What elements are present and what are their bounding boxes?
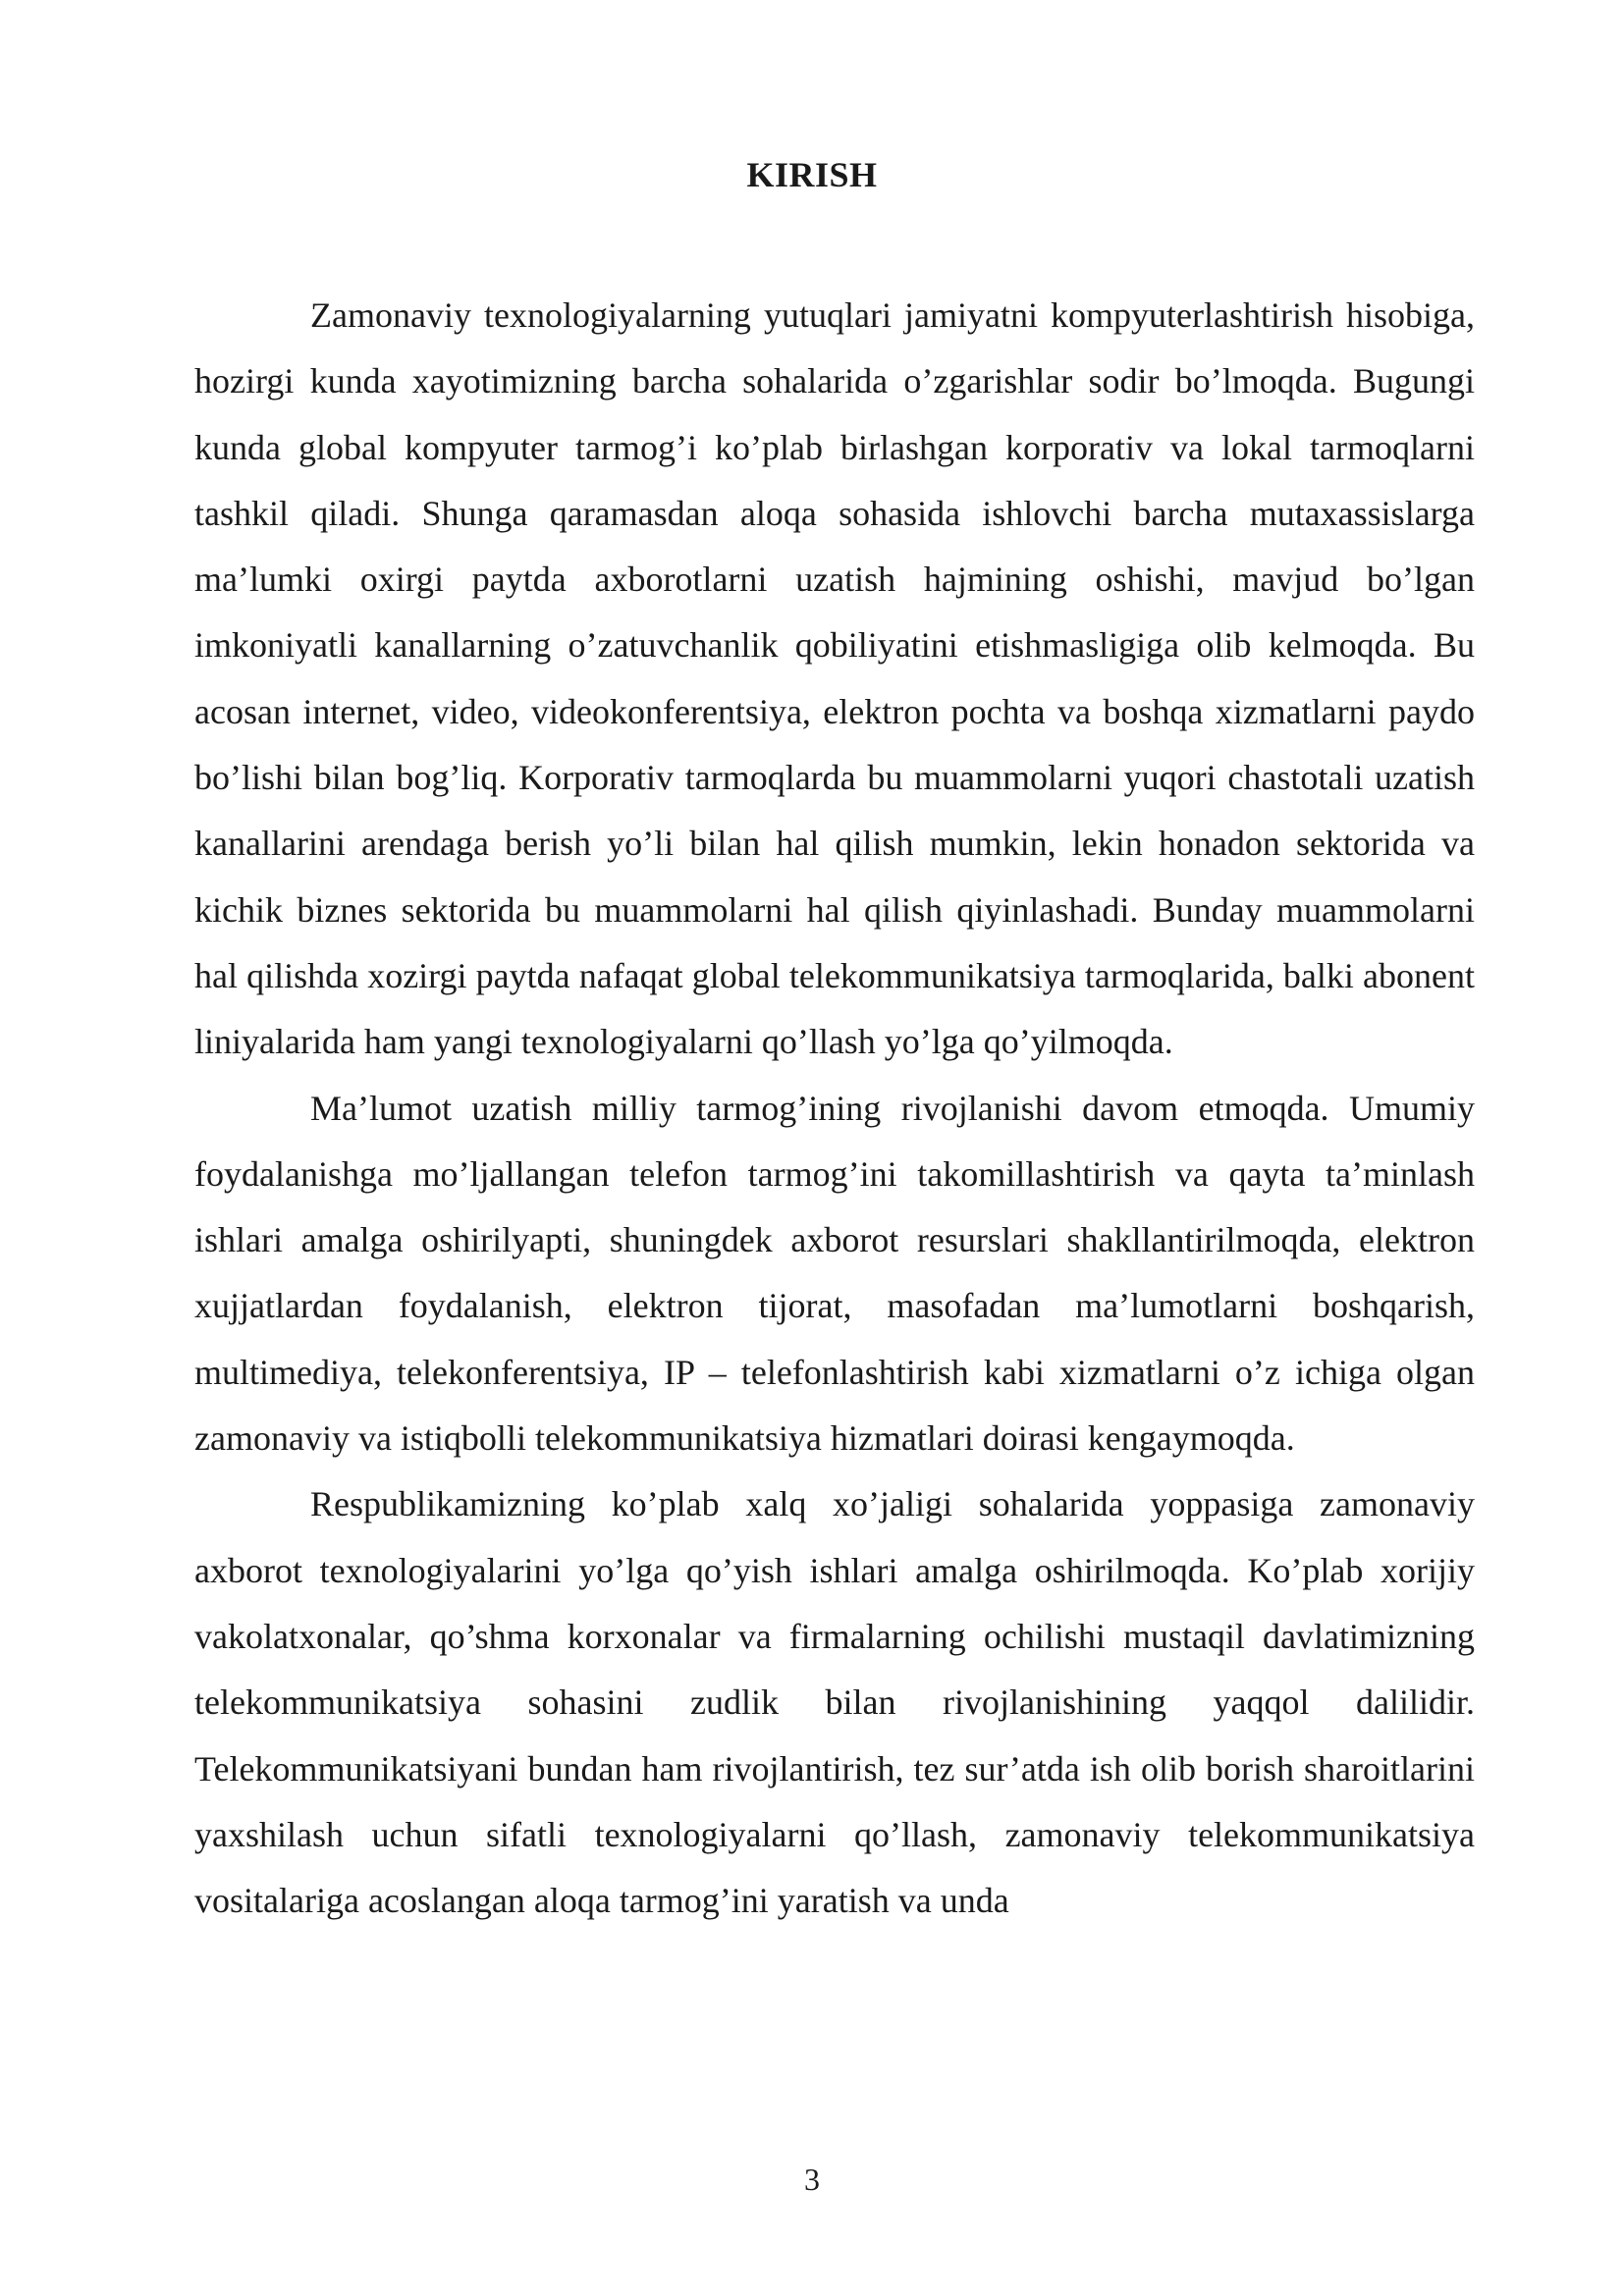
body-text [194,283,1475,1934]
paragraph: Ma’lumot uzatish milliy tarmog’ining rivojlanishi davom etmoqda. Umumiy foydalanishga mo’ljallangan telefon tarmog’ini takomillashtirish va qayta ta’minlash ishlari amalga oshirilyapti, shuningdek axborot resurslari shakllantirilmoqda, elektron xujjatlardan foydalanish, elektron tijorat, masofadan ma’lumotlarni boshqarish, multimediya, telekonferentsiya, IP – telefonlashtirish kabi xizmatlarni o’z ichiga olgan zamonaviy va istiqbolli telekommunikatsiya hizmatlari doirasi kengaymoqda. [194,1088,1475,1459]
section-title: KIRISH [746,155,878,194]
page-number: 3 [804,2162,820,2197]
paragraph: Zamonaviy texnologiyalarning yutuqlari jamiyatni kompyuterlashtirish hisobiga, hozirgi kunda xayotimizning barcha sohalarida o’zgarishlar sodir bo’lmoqda. Bugungi kunda global kompyuter tarmog’i ko’plab birlashgan korporativ va lokal tarmoqlarni tashkil qiladi. Shunga qaramasdan aloqa sohasida ishlovchi barcha mutaxassislarga ma’lumki oxirgi paytda axborotlarni uzatish hajmining oshishi, mavjud bo’lgan imkoniyatli kanallarning o’zatuvchanlik qobiliyatini etishmasligiga olib kelmoqda. Bu acosan internet, video, videokonferentsiya, elektron pochta va boshqa xizmatlarni paydo bo’lishi bilan bog’liq. Korporativ tarmoqlarda bu muammolarni yuqori chastotali uzatish kanallarini arendaga berish yo’li bilan hal qilish mumkin, lekin honadon sektorida va kichik biznes sektorida bu muammolarni hal qilish qiyinlashadi. Bunday muammolarni hal qilishda xozirgi paytda nafaqat global telekommunikatsiya tarmoqlarida, balki abonent liniyalarida ham yangi texnologiyalarni qo’llash yo’lga qo’yilmoqda. [194,295,1475,1062]
paragraph: Respublikamizning ko’plab xalq xo’jaligi sohalarida yoppasiga zamonaviy axborot texnologiyalarini yo’lga qo’yish ishlari amalga oshirilmoqda. Ko’plab xorijiy vakolatxonalar, qo’shma korxonalar va firmalarning ochilishi mustaqil davlatimizning telekommunikatsiya sohasini zudlik bilan rivojlanishining yaqqol dalilidir. Telekommunikatsiyani bundan ham rivojlantirish, tez sur’atda ish olib borish sharoitlarini yaxshilash uchun sifatli texnologiyalarni qo’llash, zamonaviy telekommunikatsiya vositalariga acoslangan aloqa tarmog’ini yaratish va unda [194,1484,1475,1921]
